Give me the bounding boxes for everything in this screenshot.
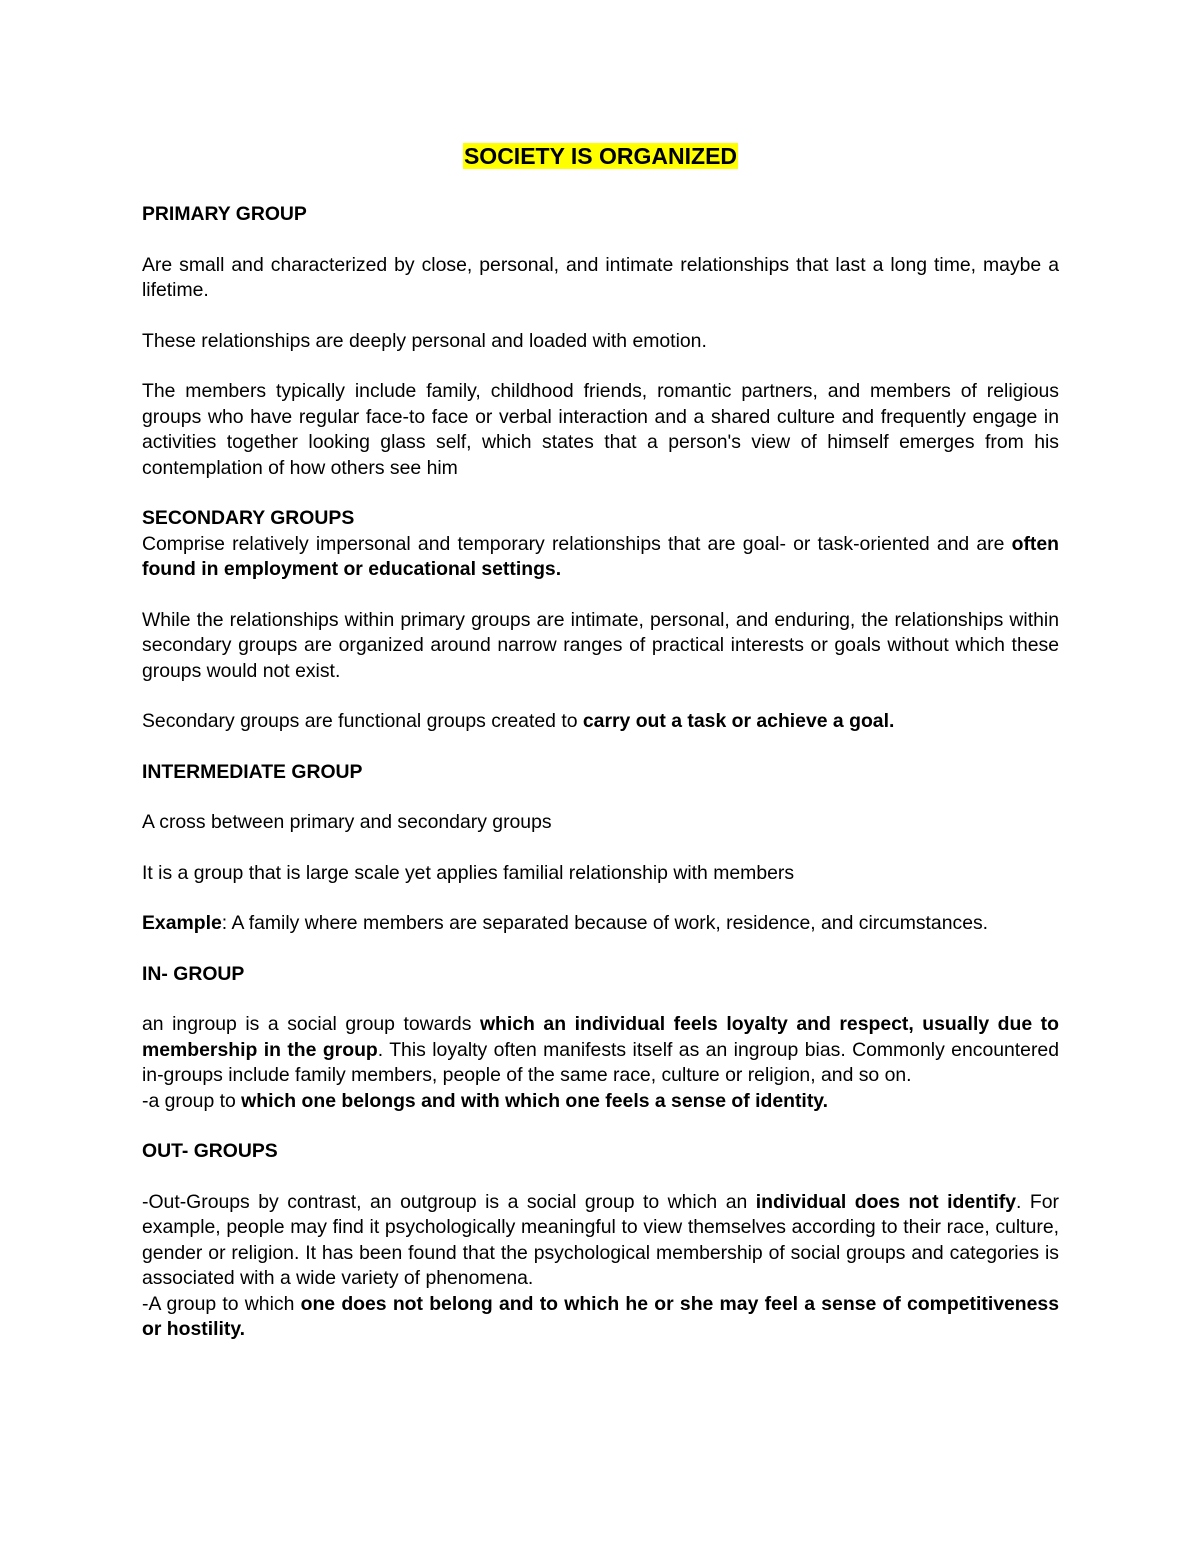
secondary-groups-paragraph-2: While the relationships within primary groups are intimate, personal, and enduring, the relationships within secondary groups are organized around narrow ranges of practical interests or goals without which these groups would not exist. <box>142 608 1059 682</box>
secondary-p1-text: Comprise relatively impersonal and temporary relationships that are goal- or task-oriented and are <box>142 532 1012 555</box>
ingroup-p2-bold: which one belongs and with which one feels a sense of identity. <box>241 1089 829 1112</box>
example-text: A family where members are separated because of work, residence, and circumstances. <box>227 912 989 934</box>
secondary-p3-bold: carry out a task or achieve a goal. <box>582 710 895 732</box>
title-highlight: SOCIETY IS ORGANIZED <box>463 143 738 169</box>
intermediate-group-paragraph-1: A cross between primary and secondary groups <box>142 811 552 833</box>
ingroup-p1-text: an ingroup is a social group towards <box>142 1013 480 1035</box>
primary-group-paragraph-1: Are small and characterized by close, personal, and intimate relationships that last a long time, maybe a lifetime. <box>142 253 1059 301</box>
secondary-p3-text: Secondary groups are functional groups created to <box>142 710 583 732</box>
ingroup-p1-bold: which an individual feels loyalty and respect, usually due to membership in the group <box>142 1013 1059 1061</box>
outgroup-p1-bold: individual does not identify <box>755 1190 1017 1213</box>
outgroup-p1-text-2: . For example, people may find it psychologically meaningful to view themselves according to their race, culture, gender or religion. It has been found that the psychological membership of social groups and categories is associated with a wide variety of phenomena. <box>142 1190 1059 1289</box>
in-group-heading: IN- GROUP <box>142 962 245 985</box>
primary-group-paragraph-3: The members typically include family, childhood friends, romantic partners, and members of religious groups who have regular face-to face or verbal interaction and a shared culture and frequently engage in activities together looking glass self, which states that a person's view of himself emerges from his contemplation of how others see him <box>142 380 1059 479</box>
outgroup-p2-text: -A group to which <box>142 1292 301 1315</box>
example-colon: : <box>221 912 228 934</box>
example-label: Example <box>142 912 222 934</box>
outgroup-p1-text: -Out-Groups by contrast, an outgroup is a social group to which an <box>142 1190 756 1213</box>
intermediate-group-heading: INTERMEDIATE GROUP <box>142 760 363 783</box>
document-page <box>142 140 1059 1368</box>
in-group-paragraph-1 <box>142 1012 1059 1089</box>
primary-group-heading: PRIMARY GROUP <box>142 203 307 225</box>
secondary-groups-paragraph-3 <box>142 709 1059 735</box>
primary-group-paragraph-2: These relationships are deeply personal and loaded with emotion. <box>142 329 707 352</box>
outgroup-p2-bold: one does not belong and to which he or she may feel a sense of competitiveness or hostility. <box>142 1292 1059 1340</box>
out-groups-paragraph-2 <box>142 1292 1059 1343</box>
secondary-groups-heading: SECONDARY GROUPS <box>142 507 355 529</box>
document-title <box>142 140 1059 172</box>
secondary-groups-paragraph-1 <box>142 532 1059 583</box>
intermediate-group-example <box>142 911 1059 937</box>
intermediate-group-paragraph-2: It is a group that is large scale yet applies familial relationship with members <box>142 861 795 884</box>
secondary-p1-bold: often found in employment or educational settings. <box>142 532 1059 580</box>
ingroup-p1-text-2: . This loyalty often manifests itself as an ingroup bias. Commonly encountered in-groups include family members, people of the same race, culture or religion, and so on. <box>142 1038 1059 1086</box>
out-groups-paragraph-1 <box>142 1190 1059 1292</box>
out-groups-heading: OUT- GROUPS <box>142 1140 278 1162</box>
in-group-paragraph-2 <box>142 1089 1059 1115</box>
ingroup-p2-text: -a group to <box>142 1089 242 1112</box>
